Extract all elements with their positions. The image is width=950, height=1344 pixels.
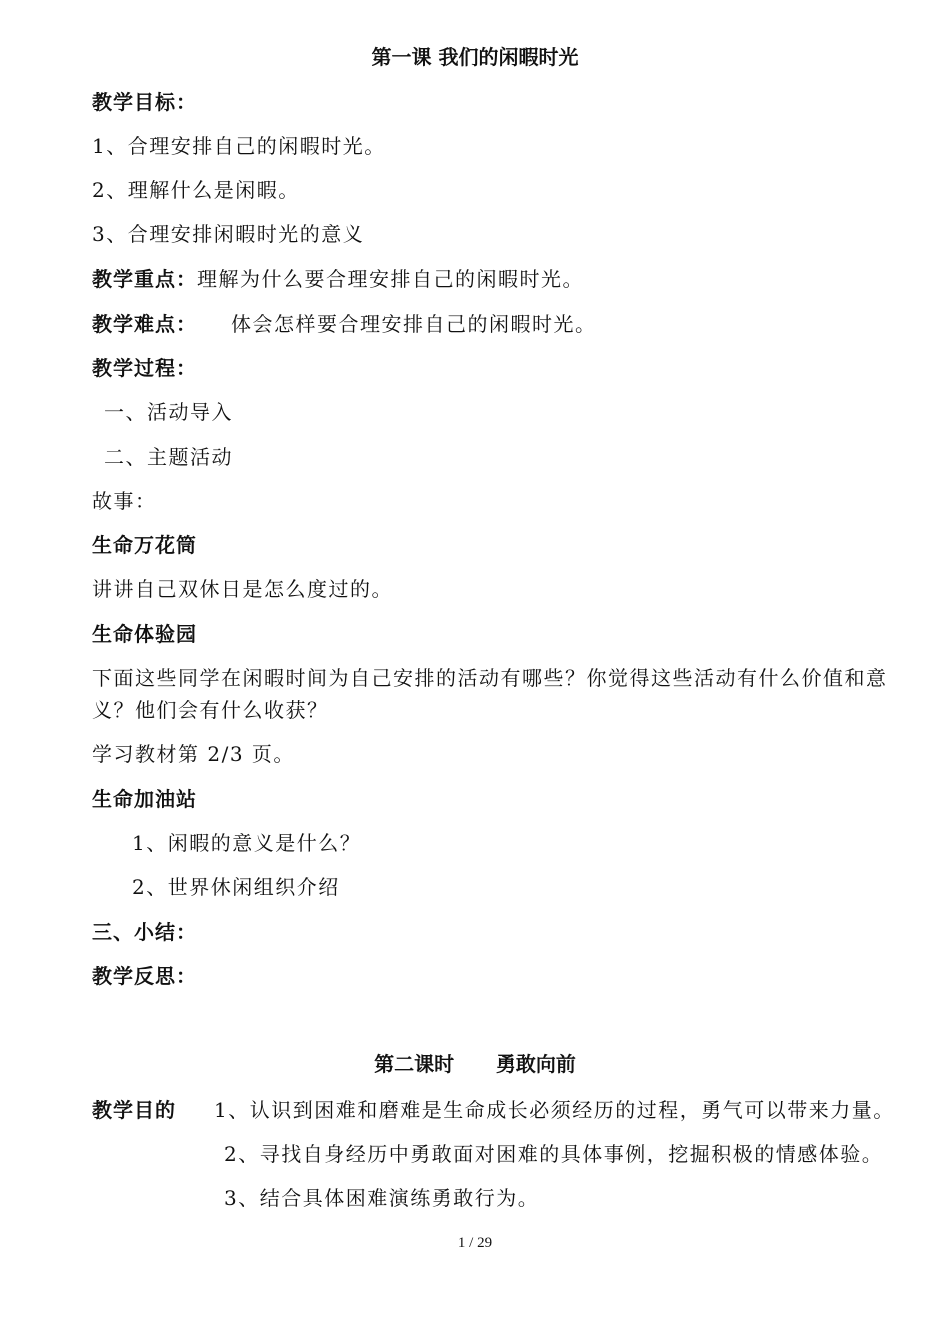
process-heading: 教学过程： (92, 356, 197, 380)
kaleidoscope-text: 讲讲自己双休日是怎么度过的。 (92, 577, 393, 601)
purpose-3: 3、结合具体困难演练勇敢行为。 (224, 1186, 540, 1210)
key-point-text: 理解为什么要合理安排自己的闲暇时光。 (197, 267, 584, 291)
reflection-heading: 教学反思： (92, 964, 197, 988)
key-point-label: 教学重点： (92, 267, 197, 291)
key-point (92, 265, 584, 293)
objective-1: 1、合理安排自己的闲暇时光。 (92, 134, 386, 158)
station-item-1: 1、闲暇的意义是什么？ (132, 831, 362, 855)
step-2: 二、主题活动 (104, 445, 233, 469)
experience-text: 下面这些同学在闲暇时间为自己安排的活动有哪些？你觉得这些活动有什么价值和意义？他们会有什么收获？ (92, 666, 888, 722)
difficulty-label: 教学难点： (92, 312, 197, 336)
summary-heading: 三、小结： (92, 920, 197, 944)
story-label: 故事： (92, 489, 157, 513)
purpose-label: 教学目的 (92, 1098, 176, 1122)
objective-2: 2、理解什么是闲暇。 (92, 178, 300, 202)
difficulty-text: 体会怎样要合理安排自己的闲暇时光。 (231, 312, 597, 336)
station-item-2: 2、世界休闲组织介绍 (132, 875, 340, 899)
objectives-heading: 教学目标： (92, 90, 197, 114)
section-station: 生命加油站 (92, 787, 197, 811)
section-kaleidoscope: 生命万花筒 (92, 533, 197, 557)
purpose-2: 2、寻找自身经历中勇敢面对困难的具体事例，挖掘积极的情感体验。 (224, 1142, 884, 1166)
lesson1-title: 第一课 我们的闲暇时光 (371, 45, 579, 69)
page-indicator: 1 / 29 (457, 1235, 493, 1251)
purpose-1: 1、认识到困难和磨难是生命成长必须经历的过程，勇气可以带来力量。 (214, 1098, 895, 1122)
textbook-text: 学习教材第 2/3 页。 (92, 742, 295, 766)
lesson2-title: 第二课时 勇敢向前 (374, 1052, 576, 1076)
objective-3: 3、合理安排闲暇时光的意义 (92, 222, 365, 246)
difficulty-point (92, 310, 597, 338)
section-experience: 生命体验园 (92, 622, 197, 646)
step-1: 一、活动导入 (104, 400, 233, 424)
